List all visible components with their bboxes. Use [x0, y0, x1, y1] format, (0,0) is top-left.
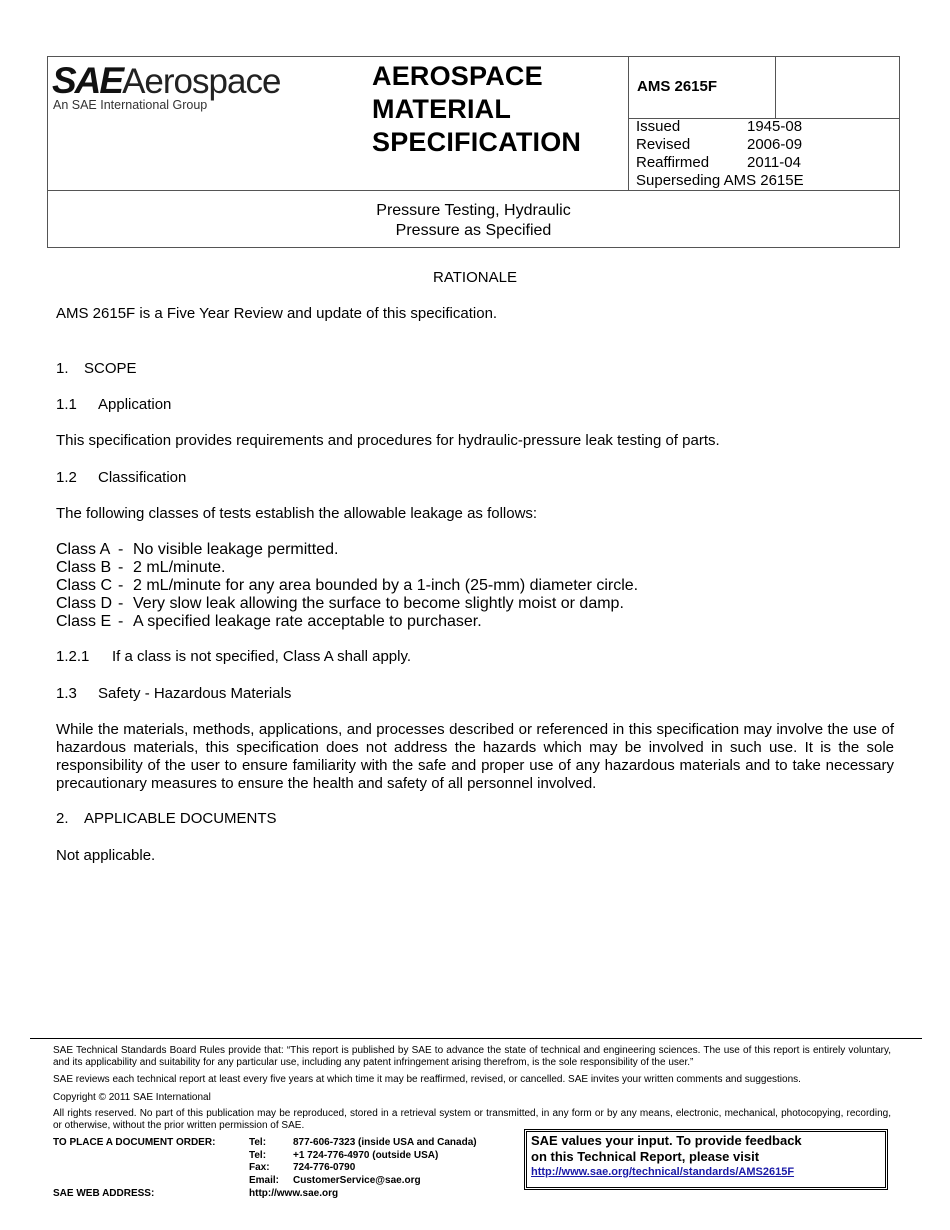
contact-value: 724-776-0790 [293, 1162, 356, 1174]
title-line: SPECIFICATION [372, 127, 582, 157]
contact-label: Tel: [249, 1137, 267, 1148]
feedback-url-link[interactable]: http://www.sae.org/technical/standards/AMS2615F [531, 1166, 795, 1178]
list-item [56, 613, 756, 631]
title-line: MATERIAL [372, 94, 512, 124]
date-label: Reaffirmed [636, 154, 710, 171]
section-title: Safety - Hazardous Materials [98, 685, 292, 702]
section-title: Application [98, 396, 172, 413]
paragraph: While the materials, methods, applications, and processes described or referenced in this specification may involve the use of hazardous materials, this specification does not address the hazards which may be involved in such use. It is the sole responsibility of the user to ensure familiarity with the safe and proper use of any hazardous materials and to take necessary precautionary measures to ensure the health and safety of all personnel involved. [56, 721, 894, 792]
document-number: AMS 2615F [637, 78, 718, 95]
feedback-line: on this Technical Report, please visit [531, 1149, 760, 1164]
web-address-link[interactable]: http://www.sae.org [249, 1188, 339, 1199]
subject-line: Pressure as Specified [395, 222, 552, 239]
contact-label: Tel: [249, 1149, 267, 1161]
class-dash: - [118, 541, 124, 558]
web-address-label: SAE WEB ADDRESS: [53, 1188, 155, 1199]
header-divider [628, 56, 629, 191]
contact-email-link[interactable]: CustomerService@sae.org [293, 1174, 421, 1186]
section-number: 1.2.1 [56, 648, 90, 665]
contact-label: Fax: [249, 1162, 270, 1174]
class-name: Class B [56, 559, 112, 576]
section-number: 1.2 [56, 469, 77, 486]
logo-brand: SAE [52, 60, 123, 101]
subject-line: Pressure Testing, Hydraulic [376, 202, 571, 219]
class-desc: Very slow leak allowing the surface to become slightly moist or damp. [133, 595, 624, 612]
logo-tagline: An SAE International Group [53, 98, 208, 112]
rationale-heading: RATIONALE [433, 269, 517, 286]
class-dash: - [118, 595, 124, 612]
footer-rights-text: All rights reserved. No part of this publication may be reproduced, stored in a retrieval system or transmitted, in any form or by any means, electronic, mechanical, photocopying, recording, or otherwise, without the prior written permission of SAE. [53, 1108, 891, 1131]
rationale-text: AMS 2615F is a Five Year Review and update of this specification. [56, 305, 498, 322]
header-divider [775, 56, 776, 118]
list-item [56, 577, 756, 595]
paragraph: Not applicable. [56, 847, 156, 864]
class-list [56, 541, 756, 631]
title-line: AEROSPACE [372, 61, 543, 91]
contact-value: +1 724-776-4970 (outside USA) [293, 1149, 439, 1161]
spec-title [372, 60, 581, 159]
paragraph: If a class is not specified, Class A shall apply. [112, 648, 412, 665]
section-title: APPLICABLE DOCUMENTS [84, 810, 277, 827]
superseding-note: Superseding AMS 2615E [636, 172, 804, 189]
date-row-issued [636, 118, 804, 136]
section-number: 1.1 [56, 396, 77, 413]
section-number: 1. [56, 360, 69, 377]
section-title: Classification [98, 469, 187, 486]
header-divider [47, 190, 900, 191]
date-value: 1945-08 [747, 118, 803, 135]
logo-name: Aerospace [122, 62, 281, 101]
class-dash: - [118, 613, 124, 630]
class-name: Class A [56, 541, 111, 558]
class-desc: No visible leakage permitted. [133, 541, 339, 558]
class-desc: 2 mL/minute for any area bounded by a 1-inch (25-mm) diameter circle. [133, 577, 639, 594]
section-number: 2. [56, 810, 69, 827]
contact-value: 877-606-7323 (inside USA and Canada) [293, 1137, 477, 1148]
date-row-reaffirmed [636, 154, 804, 172]
section-number: 1.3 [56, 685, 77, 702]
class-name: Class D [56, 595, 113, 612]
date-value: 2006-09 [747, 136, 803, 153]
class-name: Class C [56, 577, 113, 594]
sae-aerospace-logo [52, 60, 297, 115]
paragraph: This specification provides requirements and procedures for hydraulic-pressure leak testing of parts. [56, 432, 720, 449]
date-row-revised [636, 136, 804, 154]
section-title: SCOPE [84, 360, 137, 377]
paragraph: The following classes of tests establish the allowable leakage as follows: [56, 505, 538, 522]
feedback-text [531, 1133, 802, 1165]
class-desc: A specified leakage rate acceptable to purchaser. [133, 613, 482, 630]
feedback-line: SAE values your input. To provide feedback [531, 1133, 802, 1148]
document-subject [48, 201, 899, 241]
order-label: TO PLACE A DOCUMENT ORDER: [53, 1137, 216, 1148]
contact-label: Email: [249, 1174, 280, 1186]
list-item [56, 595, 756, 613]
class-dash: - [118, 577, 124, 594]
list-item [56, 541, 756, 559]
date-label: Issued [636, 118, 681, 135]
footer-copyright: Copyright © 2011 SAE International [53, 1092, 211, 1103]
issue-dates [636, 118, 804, 190]
footer-rules-text: SAE Technical Standards Board Rules provide that: “This report is published by SAE to advance the state of technical and engineering sciences. The use of this report is entirely voluntary, and its applicability and suitability for any particular use, including any patent infringement arising therefrom, is the sole responsibility of the user.” [53, 1045, 891, 1068]
list-item [56, 559, 756, 577]
footer-divider [30, 1038, 922, 1039]
class-desc: 2 mL/minute. [133, 559, 226, 576]
class-dash: - [118, 559, 124, 576]
class-name: Class E [56, 613, 112, 630]
footer-review-text: SAE reviews each technical report at least every five years at which time it may be reaffirmed, revised, or cancelled. SAE invites your written comments and suggestions. [53, 1074, 801, 1085]
date-label: Revised [636, 136, 691, 153]
date-value: 2011-04 [747, 154, 801, 171]
